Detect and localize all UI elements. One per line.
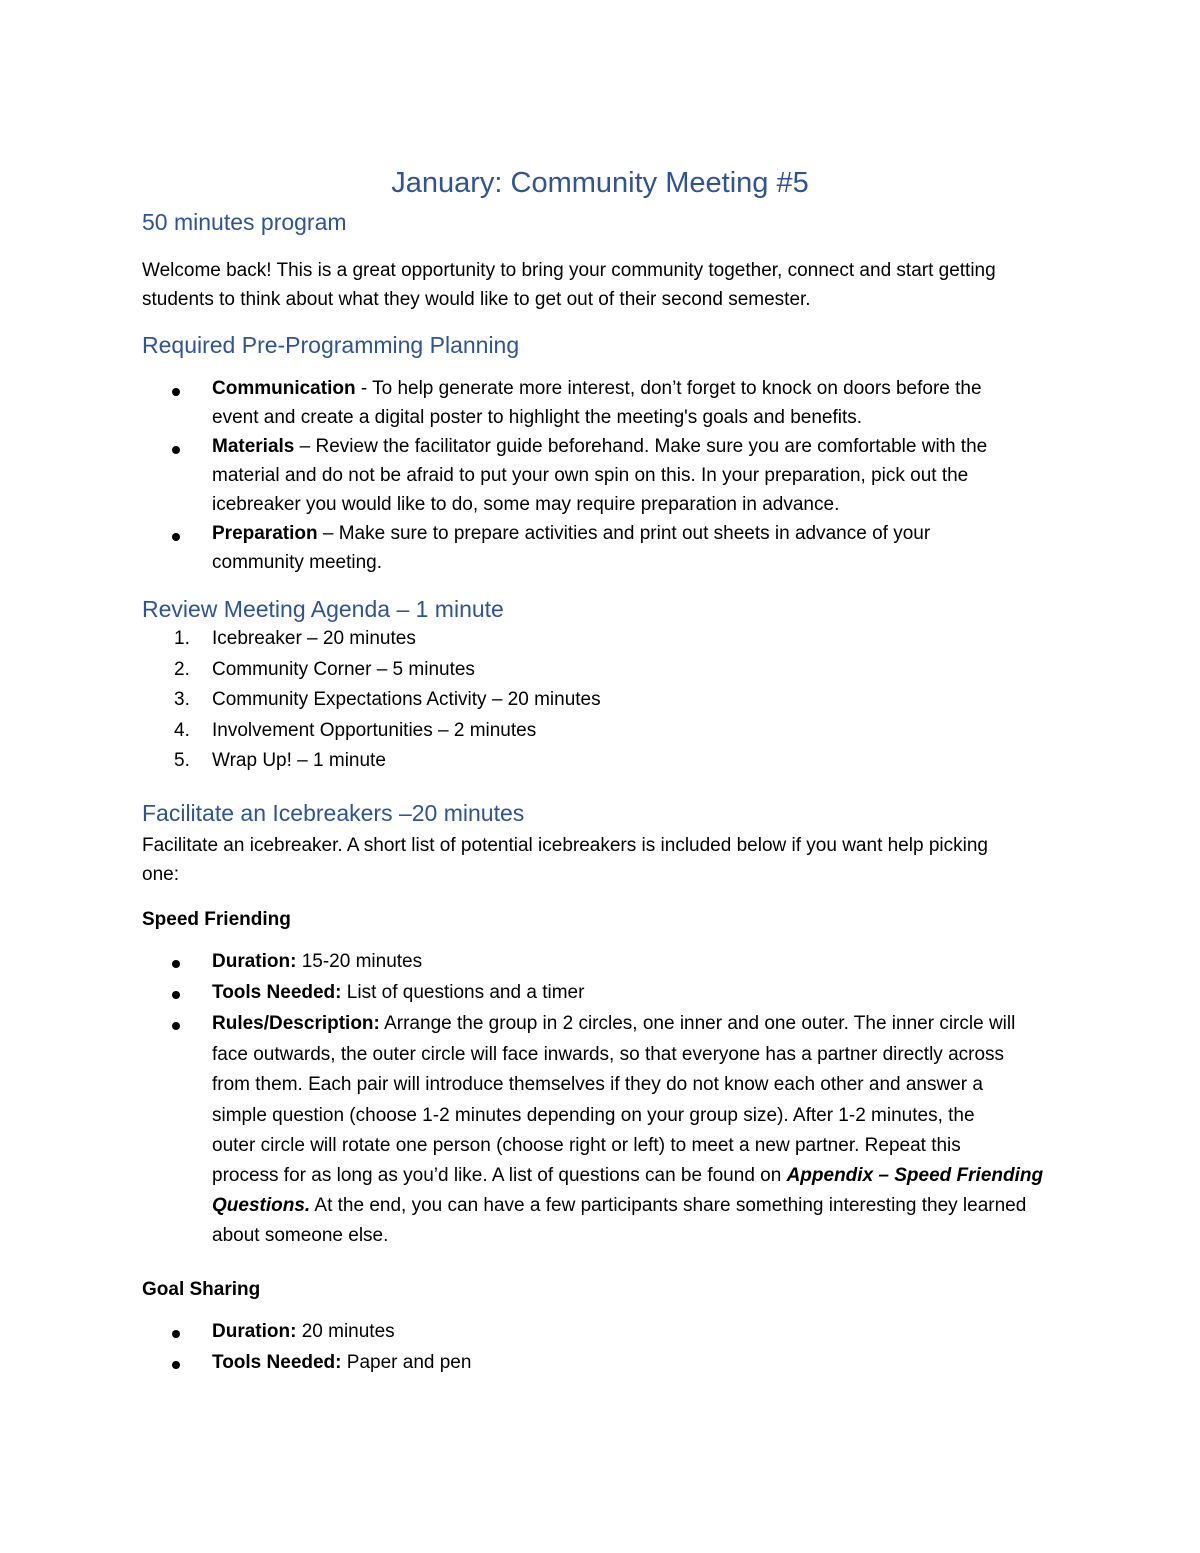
- bullet-dot: [172, 1330, 180, 1338]
- goal-tools: Tools Needed: Paper and pen: [212, 1352, 472, 1373]
- agenda-item: Community Expectations Activity – 20 minutes: [212, 689, 601, 710]
- agenda-item: Involvement Opportunities – 2 minutes: [212, 720, 537, 741]
- goal-sharing-title: Goal Sharing: [142, 1279, 261, 1300]
- speed-rules-cont: about someone else.: [212, 1225, 389, 1246]
- intro-line-2: students to think about what they would like to get out of their second semester.: [142, 289, 811, 310]
- planning-item-communication-cont: event and create a digital poster to highlight the meeting's goals and benefits.: [212, 407, 863, 428]
- agenda-number: 5.: [174, 750, 190, 771]
- bullet-dot: [172, 1361, 180, 1369]
- speed-rules-cont: simple question (choose 1-2 minutes depending on your group size). After 1-2 minutes, the: [212, 1105, 975, 1126]
- bullet-dot: [172, 446, 180, 454]
- speed-rules-cont: from them. Each pair will introduce themselves if they do not know each other and answer a: [212, 1074, 983, 1095]
- bullet-dot: [172, 991, 180, 999]
- agenda-item: Community Corner – 5 minutes: [212, 659, 475, 680]
- speed-tools: Tools Needed: List of questions and a timer: [212, 982, 585, 1003]
- speed-rules-cont: outer circle will rotate one person (choose right or left) to meet a new partner. Repeat this: [212, 1135, 961, 1156]
- bullet-dot: [172, 388, 180, 396]
- speed-rules-cont: process for as long as you’d like. A list of questions can be found on Appendix – Speed Friending: [212, 1165, 1044, 1186]
- icebreakers-intro-line-2: one:: [142, 864, 179, 885]
- bullet-dot: [172, 1022, 180, 1030]
- speed-duration: Duration: 15-20 minutes: [212, 951, 423, 972]
- goal-duration: Duration: 20 minutes: [212, 1321, 395, 1342]
- speed-rules: Rules/Description: Arrange the group in 2 circles, one inner and one outer. The inner circle will: [212, 1013, 1016, 1034]
- speed-rules-cont: Questions. At the end, you can have a few participants share something interesting they learned: [212, 1195, 1027, 1216]
- agenda-item: Icebreaker – 20 minutes: [212, 628, 416, 649]
- agenda-number: 2.: [174, 659, 190, 680]
- icebreakers-intro-line-1: Facilitate an icebreaker. A short list of potential icebreakers is included below if you want help picking: [142, 835, 988, 856]
- bullet-dot: [172, 533, 180, 541]
- program-duration-heading: 50 minutes program: [142, 209, 347, 235]
- speed-rules-cont: face outwards, the outer circle will face inwards, so that everyone has a partner directly across: [212, 1044, 1005, 1065]
- planning-item-materials: Materials – Review the facilitator guide beforehand. Make sure you are comfortable with the: [212, 436, 988, 457]
- speed-friending-title: Speed Friending: [142, 909, 291, 930]
- planning-item-communication: Communication - To help generate more interest, don’t forget to knock on doors before the: [212, 378, 982, 399]
- agenda-heading: Review Meeting Agenda – 1 minute: [142, 596, 504, 622]
- agenda-item: Wrap Up! – 1 minute: [212, 750, 386, 771]
- planning-item-materials-cont: material and do not be afraid to put your own spin on this. In your preparation, pick out the: [212, 465, 969, 486]
- planning-item-materials-cont: icebreaker you would like to do, some may require preparation in advance.: [212, 494, 840, 515]
- page-title: January: Community Meeting #5: [391, 167, 809, 199]
- planning-item-preparation-cont: community meeting.: [212, 552, 383, 573]
- appendix-reference: Questions.: [212, 1195, 311, 1216]
- appendix-reference: Appendix – Speed Friending: [786, 1165, 1044, 1186]
- agenda-number: 3.: [174, 689, 190, 710]
- planning-item-preparation: Preparation – Make sure to prepare activities and print out sheets in advance of your: [212, 523, 931, 544]
- icebreakers-heading: Facilitate an Icebreakers –20 minutes: [142, 800, 525, 826]
- bullet-dot: [172, 960, 180, 968]
- agenda-number: 4.: [174, 720, 190, 741]
- agenda-number: 1.: [174, 628, 190, 649]
- intro-line-1: Welcome back! This is a great opportunity to bring your community together, connect and start getting: [142, 260, 996, 281]
- planning-heading: Required Pre-Programming Planning: [142, 332, 520, 358]
